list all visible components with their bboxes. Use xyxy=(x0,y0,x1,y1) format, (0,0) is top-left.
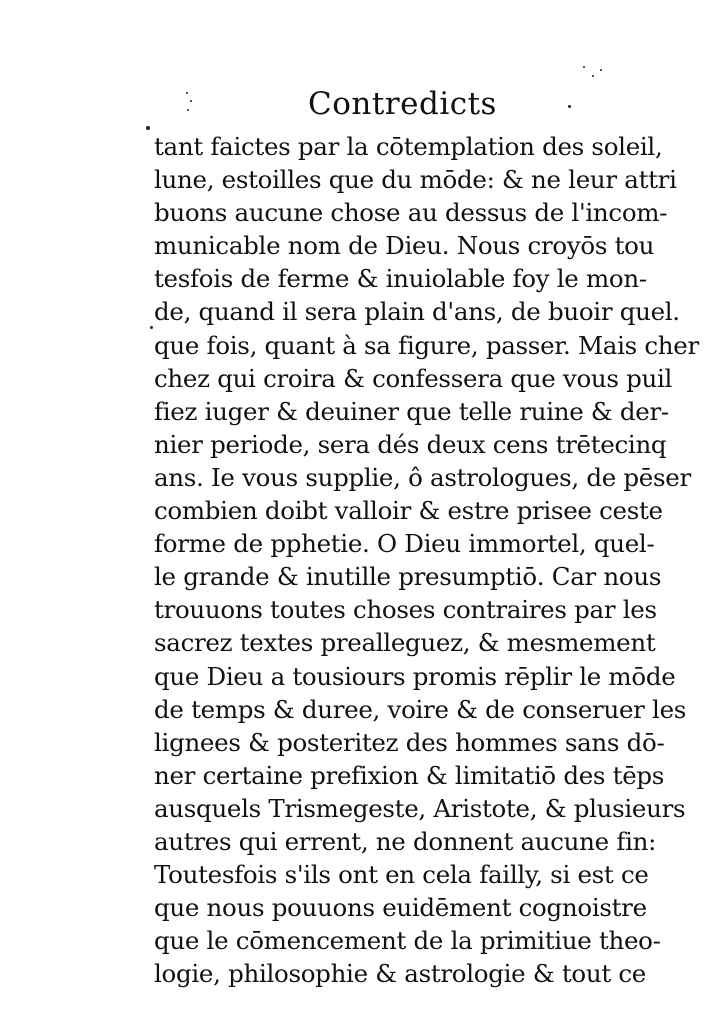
text-line: que nous pouuons euidēment cognoistre xyxy=(154,893,647,923)
text-line: Toutesfois s'ils ont en cela failly, si est ce xyxy=(154,860,649,890)
text-line: de, quand il sera plain d'ans, de buoir quel. xyxy=(154,297,680,327)
text-line: municable nom de Dieu. Nous croyōs tou xyxy=(154,231,655,261)
text-line: logie, philosophie & astrologie & tout ce xyxy=(154,959,646,989)
scan-speck xyxy=(186,92,188,94)
text-line: tesfois de ferme & inuiolable foy le mon- xyxy=(154,264,647,294)
scan-speck xyxy=(190,100,192,102)
text-line: tant faictes par la cōtemplation des soleil, xyxy=(154,132,663,161)
text-line: sacrez textes prealleguez, & mesmement xyxy=(154,628,656,658)
text-line: buons aucune chose au dessus de l'incom- xyxy=(154,198,668,228)
scan-speck xyxy=(146,126,150,130)
scan-speck xyxy=(592,75,594,77)
scan-speck xyxy=(187,109,189,111)
text-line: le grande & inutille presumptiō. Car nous xyxy=(154,562,662,592)
text-line: lune, estoilles que du mōde: & ne leur attri xyxy=(154,165,677,195)
text-line: de temps & duree, voire & de conseruer les xyxy=(154,694,687,724)
text-line: forme de pphetie. O Dieu immortel, quel- xyxy=(154,529,655,559)
text-line: que le cōmencement de la primitiue theo- xyxy=(154,926,661,956)
text-line: ausquels Trismegeste, Aristote, & plusieurs xyxy=(154,793,686,823)
text-block xyxy=(154,130,699,990)
scan-speck xyxy=(583,66,585,68)
text-line: trouuons toutes choses contraires par les xyxy=(154,595,657,625)
text-line: lignees & posteritez des hommes sans dō- xyxy=(154,727,665,757)
text-line: autres qui errent, ne donnent aucune fin: xyxy=(154,826,657,856)
text-line: nier periode, sera dés deux cens trētecinq xyxy=(154,429,667,459)
running-head: Contredicts xyxy=(308,86,497,122)
scan-speck xyxy=(568,105,571,108)
text-line: ner certaine prefixion & limitatiō des tēps xyxy=(154,760,665,790)
scan-speck xyxy=(150,326,153,329)
text-line: fiez iuger & deuiner que telle ruine & der- xyxy=(154,396,669,426)
text-line: que fois, quant à sa figure, passer. Mais cher xyxy=(154,330,699,360)
text-line: ans. Ie vous supplie, ô astrologues, de pēser xyxy=(154,462,691,492)
text-line: chez qui croira & confessera que vous puil xyxy=(154,363,673,393)
text-line: combien doibt valloir & estre prisee ceste xyxy=(154,496,663,526)
scan-speck xyxy=(600,69,602,71)
text-line: que Dieu a tousiours promis rēplir le mōde xyxy=(154,661,676,691)
